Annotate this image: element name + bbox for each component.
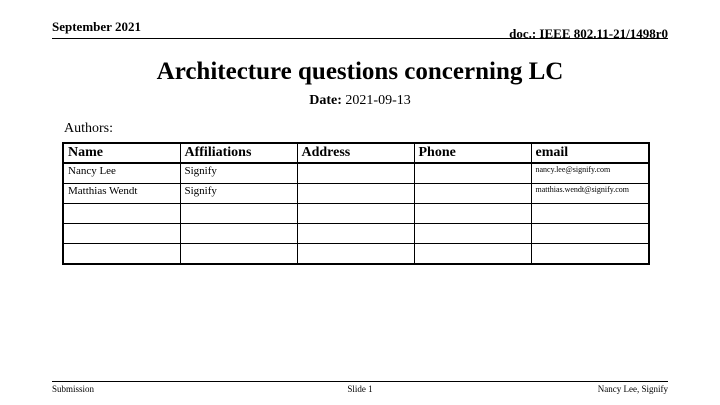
cell-email xyxy=(531,204,649,224)
slide-title: Architecture questions concerning LC xyxy=(156,58,564,85)
authors-table xyxy=(62,142,650,265)
date-label: Date: xyxy=(309,93,342,108)
footer-author: Nancy Lee, Signify xyxy=(597,384,668,394)
cell-address xyxy=(297,163,414,184)
cell-name xyxy=(63,204,180,224)
header-phone: Phone xyxy=(414,143,531,163)
cell-affiliation xyxy=(180,224,297,244)
cell-name xyxy=(63,224,180,244)
cell-address xyxy=(297,184,414,204)
cell-address xyxy=(297,204,414,224)
table-row xyxy=(63,244,649,265)
cell-name xyxy=(63,244,180,265)
cell-affiliation xyxy=(180,204,297,224)
cell-name: Matthias Wendt xyxy=(63,184,180,204)
cell-name: Nancy Lee xyxy=(63,163,180,184)
cell-phone xyxy=(414,224,531,244)
cell-email: nancy.lee@signify.com xyxy=(531,163,649,184)
header-rule xyxy=(52,38,668,39)
authors-label: Authors: xyxy=(64,121,113,136)
header-email: email xyxy=(531,143,649,163)
table-row xyxy=(63,224,649,244)
header-address: Address xyxy=(297,143,414,163)
table-row xyxy=(63,204,649,224)
cell-affiliation: Signify xyxy=(180,184,297,204)
header-affiliations: Affiliations xyxy=(180,143,297,163)
cell-phone xyxy=(414,244,531,265)
cell-email: matthias.wendt@signify.com xyxy=(531,184,649,204)
date-line xyxy=(0,93,720,109)
header-date: September 2021 xyxy=(52,19,141,34)
footer-submission: Submission xyxy=(52,384,95,394)
table-row xyxy=(63,163,649,184)
cell-phone xyxy=(414,204,531,224)
date-value: 2021-09-13 xyxy=(345,93,411,108)
footer-slide-number: Slide 1 xyxy=(347,384,373,394)
table-header-row xyxy=(63,143,649,163)
cell-address xyxy=(297,244,414,265)
cell-phone xyxy=(414,163,531,184)
header-name: Name xyxy=(63,143,180,163)
cell-affiliation xyxy=(180,244,297,265)
cell-affiliation: Signify xyxy=(180,163,297,184)
table-row xyxy=(63,184,649,204)
header-doc-id: doc.: IEEE 802.11-21/1498r0 xyxy=(509,26,668,41)
cell-email xyxy=(531,244,649,265)
cell-email xyxy=(531,224,649,244)
cell-address xyxy=(297,224,414,244)
footer-rule xyxy=(52,381,668,382)
cell-phone xyxy=(414,184,531,204)
